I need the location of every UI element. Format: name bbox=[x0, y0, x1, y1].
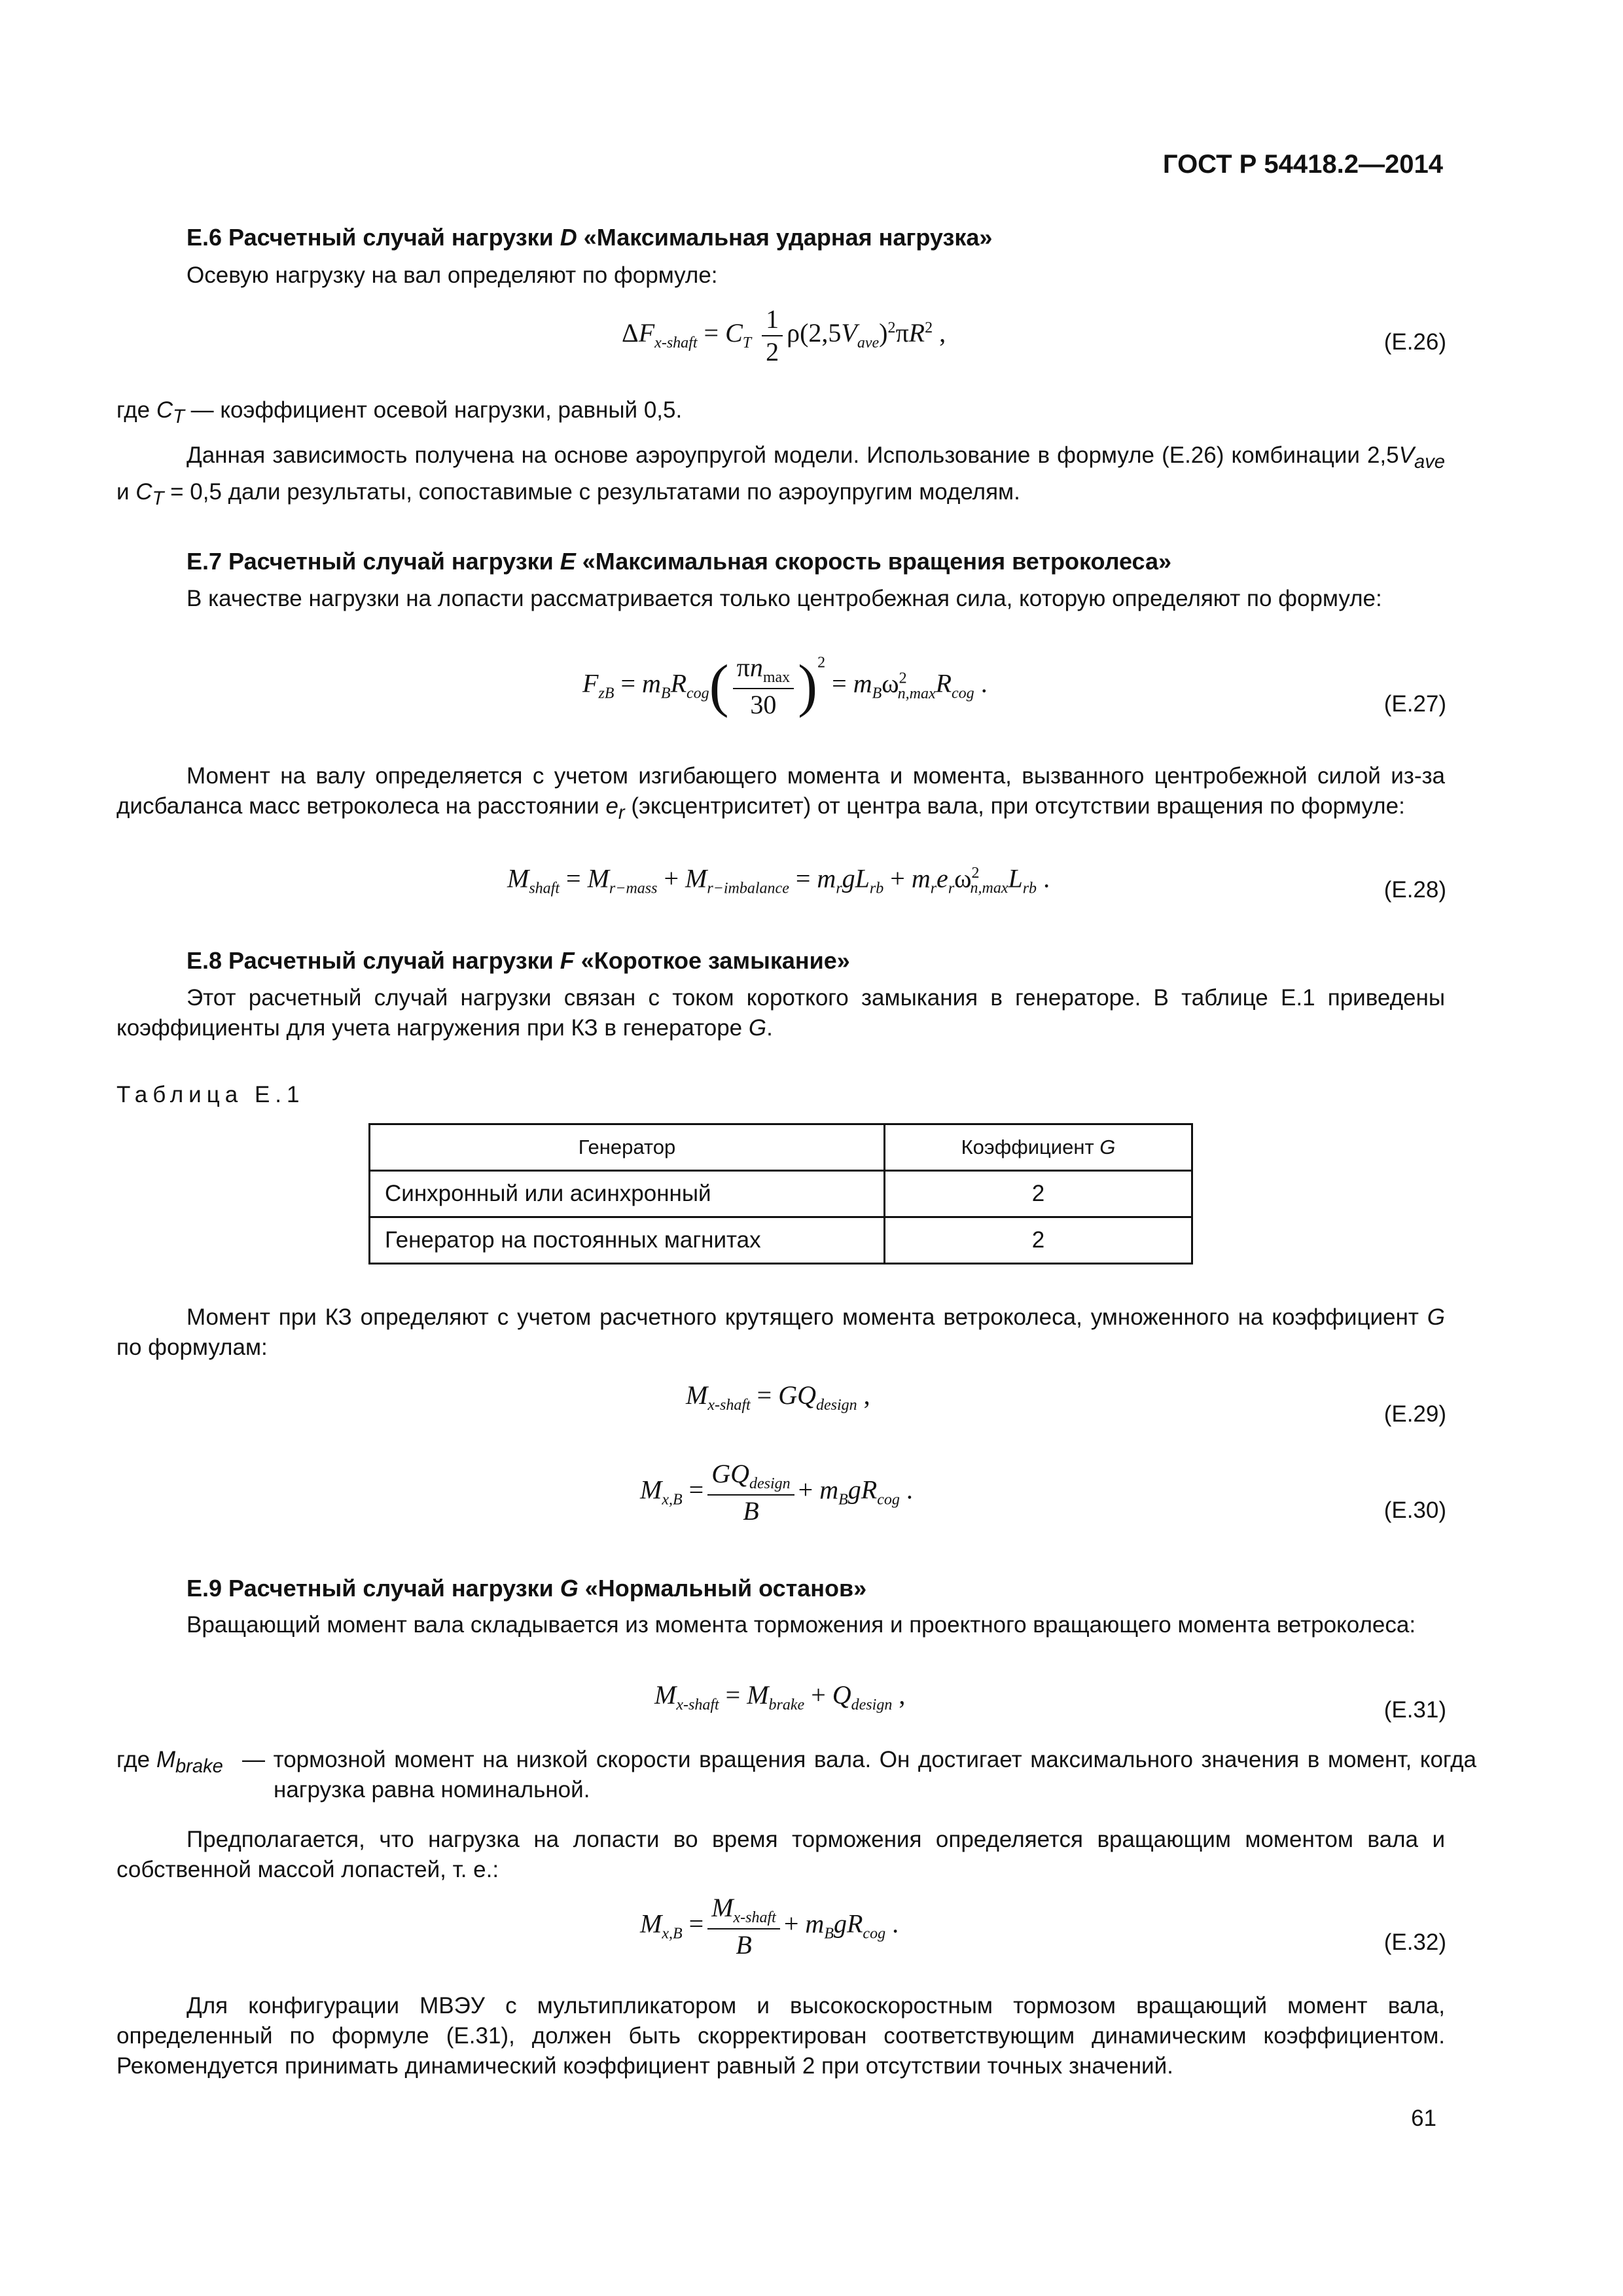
cell-generator: Генератор на постоянных магнитах bbox=[370, 1217, 885, 1264]
heading-text: Е.8 Расчетный случай нагрузки bbox=[187, 947, 560, 974]
heading-variable: D bbox=[560, 224, 577, 251]
paragraph-e6-note bbox=[116, 440, 1445, 514]
symbol-subscript: brake bbox=[175, 1756, 223, 1777]
paragraph-e6-intro: Осевую нагрузку на вал определяют по формуле: bbox=[187, 262, 718, 288]
cell-coefficient: 2 bbox=[885, 1171, 1192, 1217]
paragraph-e7-moment bbox=[116, 761, 1445, 828]
document-code: ГОСТ Р 54418.2—2014 bbox=[1162, 150, 1443, 179]
header-coefficient bbox=[885, 1124, 1192, 1171]
table-row bbox=[370, 1171, 1192, 1217]
table-row bbox=[370, 1217, 1192, 1264]
symbol-subscript: r bbox=[618, 802, 625, 823]
intro-text: . bbox=[766, 1015, 773, 1041]
coefficient-table bbox=[368, 1123, 1193, 1265]
heading-text: «Максимальная скорость вращения ветроколеса» bbox=[575, 548, 1172, 575]
formula-e32: $M_{x,B}$ = $\frac{M_{x-shaft}}{B}$ + $m_BgR_{cog}$ . bbox=[640, 1893, 899, 1960]
formula-e26: $\Delta F_{x-shaft} = C_T$ $\frac{1}{2}$ $\rho(2,5V_{ave})^2\pi R^2$ , bbox=[622, 304, 946, 367]
symbol-subscript: T bbox=[152, 488, 164, 509]
note-text: Данная зависимость получена на основе аэроупругой модели. Использование в формуле (Е.26) комбинации 2,5 bbox=[187, 442, 1399, 468]
note-text: = 0,5 дали результаты, сопоставимые с результатами по аэроупругим моделям. bbox=[164, 479, 1020, 505]
paragraph-e7-intro: В качестве нагрузки на лопасти рассматривается только центробежная сила, которую определяют по формуле: bbox=[187, 586, 1382, 611]
heading-text: Е.9 Расчетный случай нагрузки bbox=[187, 1575, 560, 1602]
section-heading-e9 bbox=[187, 1573, 866, 1604]
formula-e28: $M_{shaft} = M_{r-mass} + M_{r-imbalance} = m_rgL_{rb} + m_re_r\omega^2_{n,max}L_{rb}$ . bbox=[507, 863, 1050, 897]
heading-text: «Короткое замыкание» bbox=[574, 947, 850, 974]
symbol-g: G bbox=[748, 1015, 767, 1041]
formula-e27: $F_{zB} = m_BR_{cog}$( $\frac{\pi n_{max}}{30}$ )$^2 = m_B\omega^2_{n,max}R_{cog}$ . bbox=[582, 653, 988, 719]
intro-text: Этот расчетный случай нагрузки связан с током короткого замыкания в генераторе. В таблице Е.1 приведены коэффициенты для учета нагружения при КЗ в генераторе bbox=[116, 985, 1445, 1041]
paragraph-e9-assume: Предполагается, что нагрузка на лопасти во время торможения определяется вращающим моментом вала и собственной массой лопастей, т. е.: bbox=[116, 1827, 1445, 1882]
equation-number-e31: (Е.31) bbox=[1383, 1697, 1446, 1723]
definition-ct bbox=[116, 395, 1445, 432]
table-header-row bbox=[370, 1124, 1192, 1171]
where-word: где bbox=[116, 1747, 156, 1772]
definition-symbol bbox=[116, 1745, 223, 1782]
symbol-v: V bbox=[1399, 442, 1414, 468]
symbol-c: C bbox=[135, 479, 152, 505]
equation-number-e26: (Е.26) bbox=[1383, 329, 1446, 355]
equation-number-e28: (Е.28) bbox=[1383, 877, 1446, 903]
symbol-e: e bbox=[605, 793, 618, 819]
section-heading-e7 bbox=[187, 547, 1171, 577]
section-heading-e6 bbox=[187, 223, 992, 253]
header-text: Коэффициент bbox=[961, 1136, 1100, 1158]
paragraph-e8-intro bbox=[116, 983, 1445, 1043]
paragraph-e8-after bbox=[116, 1302, 1445, 1363]
page-number: 61 bbox=[1411, 2106, 1436, 2131]
formula-e30: $M_{x,B}$ = $\frac{GQ_{design}}{B}$ + $m_BgR_{cog}$ . bbox=[640, 1459, 913, 1526]
symbol-g: G bbox=[1099, 1136, 1116, 1158]
moment-text: (эксцентриситет) от центра вала, при отсутствии вращения по формуле: bbox=[624, 793, 1405, 819]
equation-number-e30: (Е.30) bbox=[1383, 1498, 1446, 1523]
definition-text: — тормозной момент на низкой скорости вращения вала. Он достигает максимального значения в момент, когда нагрузка равна номинальной. bbox=[242, 1747, 1476, 1803]
heading-variable: F bbox=[560, 947, 575, 974]
cell-coefficient: 2 bbox=[885, 1217, 1192, 1264]
header-generator: Генератор bbox=[370, 1124, 885, 1171]
where-word: где bbox=[116, 397, 156, 423]
after-text: Момент при КЗ определяют с учетом расчетного крутящего момента ветроколеса, умноженного на коэффициент bbox=[187, 1304, 1427, 1330]
equation-number-e27: (Е.27) bbox=[1383, 691, 1446, 717]
formula-e31: $M_{x-shaft} = M_{brake} + Q_{design}$ , bbox=[654, 1680, 906, 1713]
equation-number-e32: (Е.32) bbox=[1383, 1929, 1446, 1955]
symbol-c: C bbox=[156, 397, 173, 423]
heading-variable: G bbox=[560, 1575, 579, 1602]
heading-text: «Нормальный останов» bbox=[578, 1575, 867, 1602]
section-heading-e8 bbox=[187, 946, 850, 976]
heading-variable: E bbox=[560, 548, 576, 575]
heading-text: Е.7 Расчетный случай нагрузки bbox=[187, 548, 560, 575]
heading-text: Е.6 Расчетный случай нагрузки bbox=[187, 224, 560, 251]
symbol-g: G bbox=[1427, 1304, 1445, 1330]
table-label: Таблица Е.1 bbox=[116, 1082, 305, 1107]
paragraph-e9-intro: Вращающий момент вала складывается из момента торможения и проектного вращающего момента ветроколеса: bbox=[187, 1612, 1416, 1638]
formula-e29: $M_{x-shaft} = GQ_{design}$ , bbox=[686, 1380, 870, 1414]
symbol-subscript: ave bbox=[1414, 452, 1445, 473]
symbol-subscript: T bbox=[173, 406, 185, 427]
after-text: по формулам: bbox=[116, 1335, 268, 1360]
note-text: и bbox=[116, 479, 136, 505]
equation-number-e29: (Е.29) bbox=[1383, 1401, 1446, 1427]
moment-text: Момент на валу определяется с учетом изгибающего момента и момента, вызванного центробежной силой из-за дисбаланса масс ветроколеса на расстоянии bbox=[116, 763, 1445, 819]
definition-text: — коэффициент осевой нагрузки, равный 0,5. bbox=[184, 397, 683, 423]
heading-text: «Максимальная ударная нагрузка» bbox=[577, 224, 993, 251]
cell-generator: Синхронный или асинхронный bbox=[370, 1171, 885, 1217]
symbol-m: M bbox=[156, 1747, 175, 1772]
paragraph-e9-final: Для конфигурации МВЭУ с мультипликатором и высокоскоростным тормозом вращающий момент вала, определенный по формуле (Е.31), должен быть скорректирован соответствующим динамическим коэффициентом. Рекомендуется принимать динамический коэффициент равный 2 при отсутствии точных значений. bbox=[116, 1993, 1445, 2079]
